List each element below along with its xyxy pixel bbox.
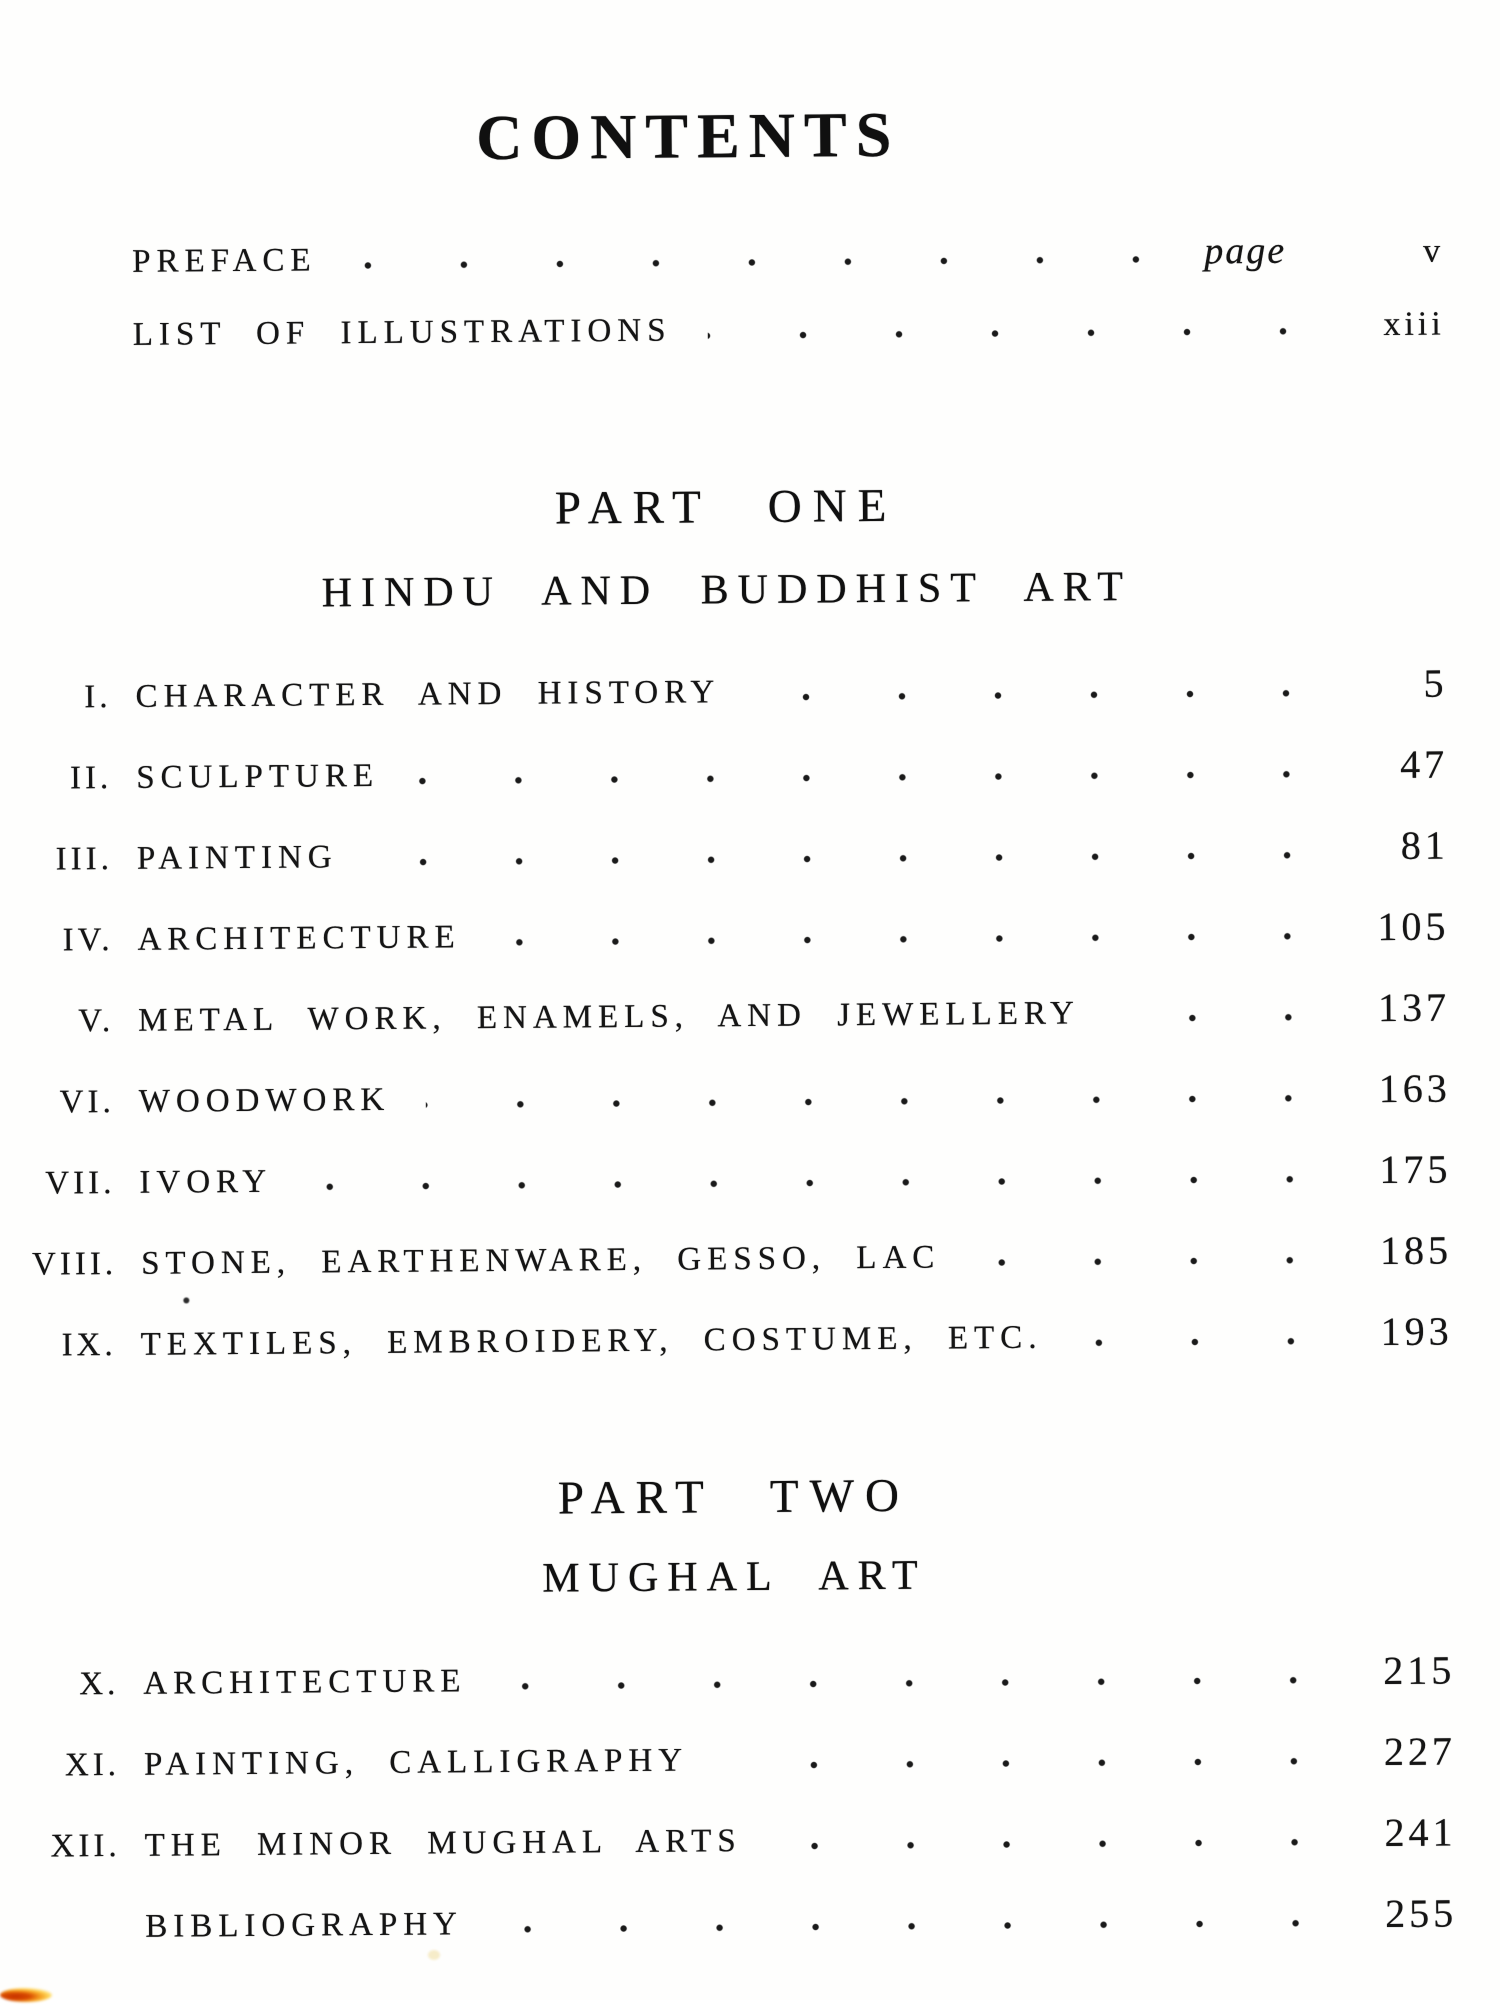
chapter-numeral: XI. bbox=[64, 1746, 121, 1784]
page-title: CONTENTS bbox=[475, 98, 901, 174]
toc-row bbox=[29, 822, 1449, 880]
page-number: 175 bbox=[1379, 1146, 1452, 1193]
part-two-subheading: MUGHAL ART bbox=[542, 1552, 927, 1602]
chapter-numeral: I. bbox=[84, 679, 112, 716]
toc-row bbox=[31, 1146, 1452, 1203]
chapter-numeral: IX. bbox=[61, 1326, 117, 1364]
dot-leaders bbox=[497, 931, 1336, 947]
page-number: 255 bbox=[1385, 1890, 1458, 1937]
toc-row bbox=[35, 1647, 1456, 1704]
page-number: v bbox=[1422, 232, 1445, 270]
chapter-title: TEXTILES, EMBROIDERY, COSTUME, ETC. bbox=[140, 1319, 1043, 1363]
chapter-title: SCULPTURE bbox=[136, 757, 380, 796]
toc-row bbox=[29, 903, 1450, 961]
dot-leaders bbox=[1116, 1012, 1336, 1023]
chapter-title: WOODWORK bbox=[138, 1081, 391, 1120]
dot-leaders bbox=[707, 326, 1330, 340]
dot-leaders bbox=[426, 1093, 1337, 1109]
chapter-title: METAL WORK, ENAMELS, AND JEWELLERY bbox=[138, 995, 1081, 1039]
page-number: 215 bbox=[1383, 1647, 1456, 1694]
chapter-title: LIST OF ILLUSTRATIONS bbox=[132, 312, 672, 353]
page-number: 163 bbox=[1378, 1065, 1451, 1112]
chapter-title: STONE, EARTHENWARE, GESSO, LAC bbox=[140, 1239, 941, 1282]
page-column-label: page bbox=[1204, 229, 1287, 273]
chapter-title: BIBLIOGRAPHY bbox=[145, 1906, 464, 1945]
page-number: 105 bbox=[1377, 903, 1450, 950]
dot-leaders bbox=[778, 1837, 1343, 1850]
part-two-heading: PART TWO bbox=[557, 1469, 911, 1525]
chapter-numeral: III. bbox=[55, 841, 114, 878]
chapter-numeral: V. bbox=[78, 1002, 115, 1040]
page-number: 47 bbox=[1399, 741, 1449, 787]
dot-leaders bbox=[1078, 1336, 1338, 1347]
dot-leaders bbox=[503, 1675, 1342, 1691]
chapter-title: CHARACTER AND HISTORY bbox=[135, 674, 721, 715]
chapter-numeral: XII. bbox=[50, 1827, 121, 1865]
chapter-numeral: X. bbox=[79, 1665, 120, 1703]
toc-row bbox=[31, 1227, 1453, 1284]
dot-leaders bbox=[353, 255, 1185, 271]
dot-leaders bbox=[724, 1756, 1342, 1770]
toc-row bbox=[31, 1065, 1451, 1122]
dot-leaders bbox=[976, 1255, 1338, 1267]
toc-row bbox=[36, 1809, 1457, 1866]
part-one-subheading: HINDU AND BUDDHIST ART bbox=[321, 563, 1133, 617]
paper-stain bbox=[428, 1950, 440, 1960]
chapter-numeral: II. bbox=[69, 760, 113, 797]
toc-row bbox=[33, 1308, 1453, 1365]
chapter-numeral: VI. bbox=[59, 1083, 115, 1121]
page-number: 81 bbox=[1400, 822, 1449, 868]
page-number: 185 bbox=[1379, 1227, 1453, 1274]
chapter-title: PREFACE bbox=[132, 242, 317, 280]
dot-leaders bbox=[374, 850, 1335, 867]
page-number: 193 bbox=[1380, 1308, 1453, 1355]
chapter-numeral bbox=[24, 272, 108, 273]
chapter-numeral: VII. bbox=[45, 1164, 116, 1202]
dot-leaders bbox=[415, 769, 1334, 785]
toc-row bbox=[30, 984, 1451, 1042]
toc-row bbox=[24, 229, 1444, 284]
chapter-title: ARCHITECTURE bbox=[137, 919, 461, 958]
chapter-numeral: VIII. bbox=[31, 1245, 118, 1283]
chapter-title: PAINTING bbox=[136, 839, 338, 877]
page-number: 241 bbox=[1384, 1809, 1457, 1856]
chapter-title: PAINTING, CALLIGRAPHY bbox=[143, 1742, 689, 1783]
dot-leaders bbox=[499, 1918, 1343, 1934]
part-one-heading: PART ONE bbox=[554, 479, 898, 535]
chapter-numeral: IV. bbox=[62, 921, 114, 959]
toc-row bbox=[36, 1728, 1457, 1785]
chapter-title: THE MINOR MUGHAL ARTS bbox=[144, 1823, 742, 1864]
page-number: 137 bbox=[1377, 984, 1451, 1031]
chapter-title: IVORY bbox=[139, 1163, 273, 1201]
chapter-numeral bbox=[25, 345, 109, 346]
page-number: xiii bbox=[1383, 305, 1445, 344]
page-number: 227 bbox=[1383, 1728, 1457, 1775]
toc-row bbox=[37, 1890, 1458, 1947]
chapter-numeral bbox=[37, 1937, 121, 1938]
page-number: 5 bbox=[1423, 660, 1448, 706]
toc-row bbox=[28, 741, 1449, 799]
chapter-title: ARCHITECTURE bbox=[143, 1663, 467, 1702]
toc-row bbox=[27, 660, 1448, 718]
toc-row bbox=[25, 307, 1445, 356]
dot-leaders bbox=[308, 1174, 1337, 1191]
dot-leaders bbox=[756, 688, 1333, 702]
stray-ink-dot bbox=[183, 1297, 189, 1303]
